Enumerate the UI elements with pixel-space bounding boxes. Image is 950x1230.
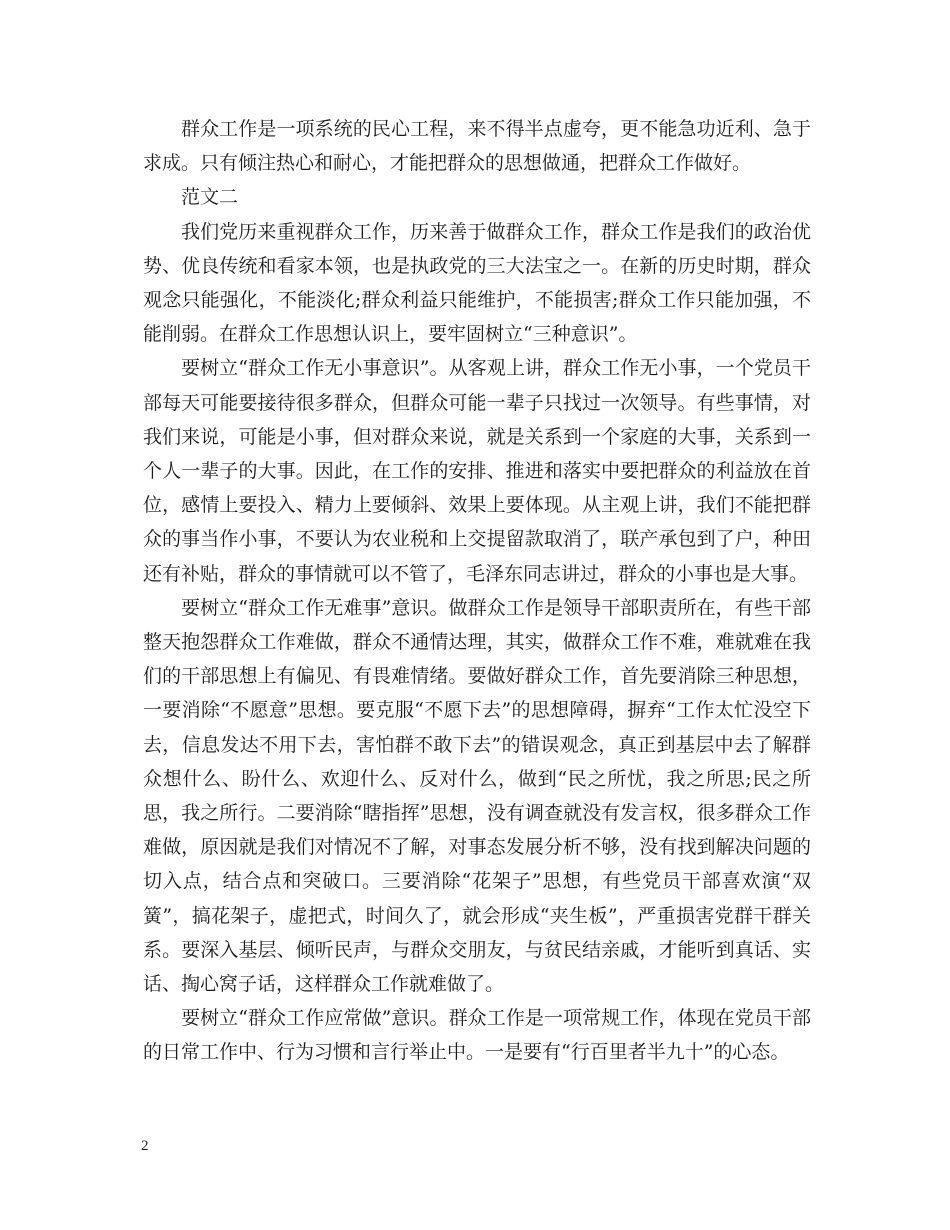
paragraph-closing-summary: 群众工作是一项系统的民心工程，来不得半点虚夸，更不能急功近利、急于求成。只有倾注热心和耐心，才能把群众的思想做通，把群众工作做好。: [143, 118, 811, 175]
document-body: [143, 112, 811, 1070]
page-number: 2: [141, 1138, 149, 1154]
paragraph-regular-work: 要树立“群众工作应常做”意识。群众工作是一项常规工作，体现在党员干部的日常工作中、行为习惯和言行举止中。一是要有“行百里者半九十”的心态。: [143, 1007, 811, 1064]
section-heading-fanwen-er: 范文二: [181, 186, 239, 209]
paragraph-intro-mass-work: 我们党历来重视群众工作，历来善于做群众工作，群众工作是我们的政治优势、优良传统和看家本领，也是执政党的三大法宝之一。在新的历史时期，群众观念只能强化，不能淡化;群众利益只能维护，不能损害;群众工作只能加强，不能削弱。在群众工作思想认识上，要牢固树立“三种意识”。: [143, 220, 811, 346]
paragraph-no-hard-matters: 要树立“群众工作无难事”意识。做群众工作是领导干部职责所在，有些干部整天抱怨群众工作难做，群众不通情达理，其实，做群众工作不难，难就难在我们的干部思想上有偏见、有畏难情绪。要做好群众工作，首先要消除三种思想，一要消除“不愿意”思想。要克服“不愿下去”的思想障碍，摒弃“工作太忙没空下去，信息发达不用下去，害怕群不敢下去”的错误观念，真正到基层中去了解群众想什么、盼什么、欢迎什么、反对什么，做到“民之所忧，我之所思;民之所思，我之所行。二要消除“瞎指挥”思想，没有调查就没有发言权，很多群众工作难做，原因就是我们对情况不了解，对事态发展分析不够，没有找到解决问题的切入点，结合点和突破口。三要消除“花架子”思想，有些党员干部喜欢演“双簧”，搞花架子，虚把式，时间久了，就会形成“夹生板”，严重损害党群干群关系。要深入基层、倾听民声，与群众交朋友，与贫民结亲戚，才能听到真话、实话、掏心窝子话，这样群众工作就难做了。: [143, 596, 811, 996]
paragraph-no-small-matters: 要树立“群众工作无小事意识”。从客观上讲，群众工作无小事，一个党员干部每天可能要接待很多群众，但群众可能一辈子只找过一次领导。有些事情，对我们来说，可能是小事，但对群众来说，就是关系到一个家庭的大事，关系到一个人一辈子的大事。因此，在工作的安排、推进和落实中要把群众的利益放在首位，感情上要投入、精力上要倾斜、效果上要体现。从主观上讲，我们不能把群众的事当作小事，不要认为农业税和上交提留款取消了，联产承包到了户，种田还有补贴，群众的事情就可以不管了，毛泽东同志讲过，群众的小事也是大事。: [143, 357, 811, 585]
